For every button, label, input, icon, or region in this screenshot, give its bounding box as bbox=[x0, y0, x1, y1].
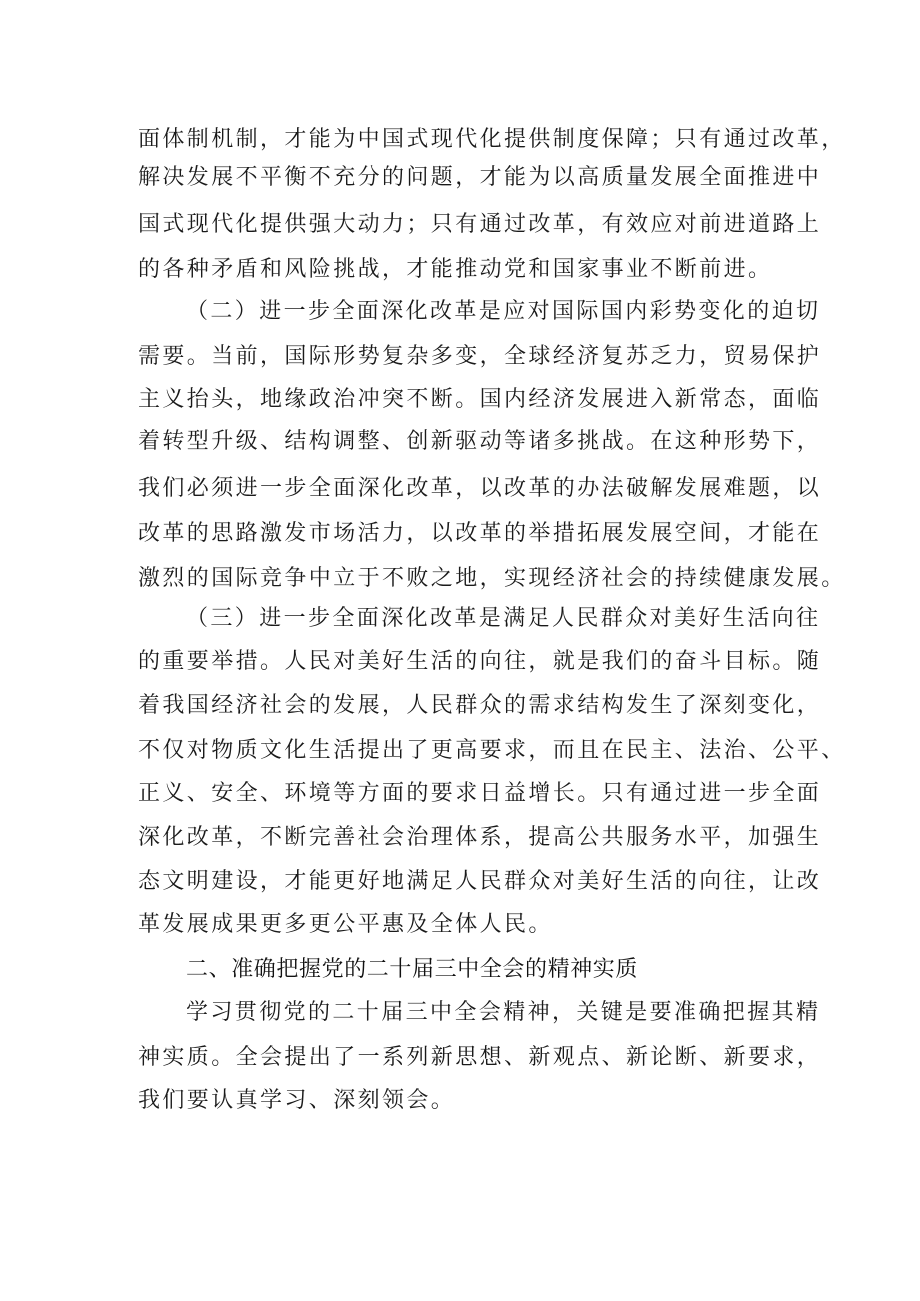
paragraph-line: 神实质。全会提出了一系列新思想、新观点、新论断、新要求， bbox=[138, 1045, 822, 1070]
paragraph-line: 的重要举措。人民对美好生活的向往，就是我们的奋斗目标。随 bbox=[138, 649, 822, 674]
paragraph-line: 态文明建设，才能更好地满足人民群众对美好生活的向往，让改 bbox=[138, 869, 822, 894]
section-heading: 二、准确把握党的二十届三中全会的精神实质 bbox=[186, 957, 639, 982]
paragraph-line: 需要。当前，国际形势复杂多变，全球经济复苏乏力，贸易保护 bbox=[138, 344, 822, 369]
paragraph-line: 着转型升级、结构调整、创新驱动等诸多挑战。在这种形势下， bbox=[138, 429, 822, 454]
paragraph-line: （二）进一步全面深化改革是应对国际国内彩势变化的迫切 bbox=[186, 299, 821, 324]
paragraph-line: 的各种矛盾和风险挑战，才能推动党和国家事业不断前进。 bbox=[138, 257, 773, 282]
paragraph-line: 我们必须进一步全面深化改革，以改革的办法破解发展难题，以 bbox=[138, 476, 822, 501]
paragraph-line: 正义、安全、环境等方面的要求日益增长。只有通过进一步全面 bbox=[138, 781, 822, 806]
paragraph-line: 我们要认真学习、深刻领会。 bbox=[138, 1088, 456, 1113]
paragraph-line: 不仅对物质文化生活提出了更高要求，而且在民主、法治、公平、 bbox=[138, 738, 846, 763]
paragraph-line: 面体制机制，才能为中国式现代化提供制度保障；只有通过改革， bbox=[138, 127, 846, 152]
paragraph-line: 着我国经济社会的发展，人民群众的需求结构发生了深刻变化， bbox=[138, 693, 822, 718]
paragraph-line: 革发展成果更多更公平惠及全体人民。 bbox=[138, 912, 553, 937]
paragraph-line: 改革的思路激发市场活力，以改革的举措拓展发展空间，才能在 bbox=[138, 521, 822, 546]
paragraph-line: 深化改革，不断完善社会治理体系，提高公共服务水平，加强生 bbox=[138, 825, 822, 850]
paragraph-line: 国式现代化提供强大动力；只有通过改革，有效应对前进道路上 bbox=[138, 212, 822, 237]
paragraph-line: 激烈的国际竞争中立于不败之地，实现经济社会的持续健康发展。 bbox=[138, 566, 846, 591]
paragraph-line: 学习贯彻党的二十届三中全会精神，关键是要准确把握其精 bbox=[186, 1000, 821, 1025]
paragraph-line: （三）进一步全面深化改革是满足人民群众对美好生活向往 bbox=[186, 606, 821, 631]
paragraph-line: 解决发展不平衡不充分的问题，才能为以高质量发展全面推进中 bbox=[138, 165, 822, 190]
paragraph-line: 主义抬头，地缘政治冲突不断。国内经济发展进入新常态，面临 bbox=[138, 387, 822, 412]
